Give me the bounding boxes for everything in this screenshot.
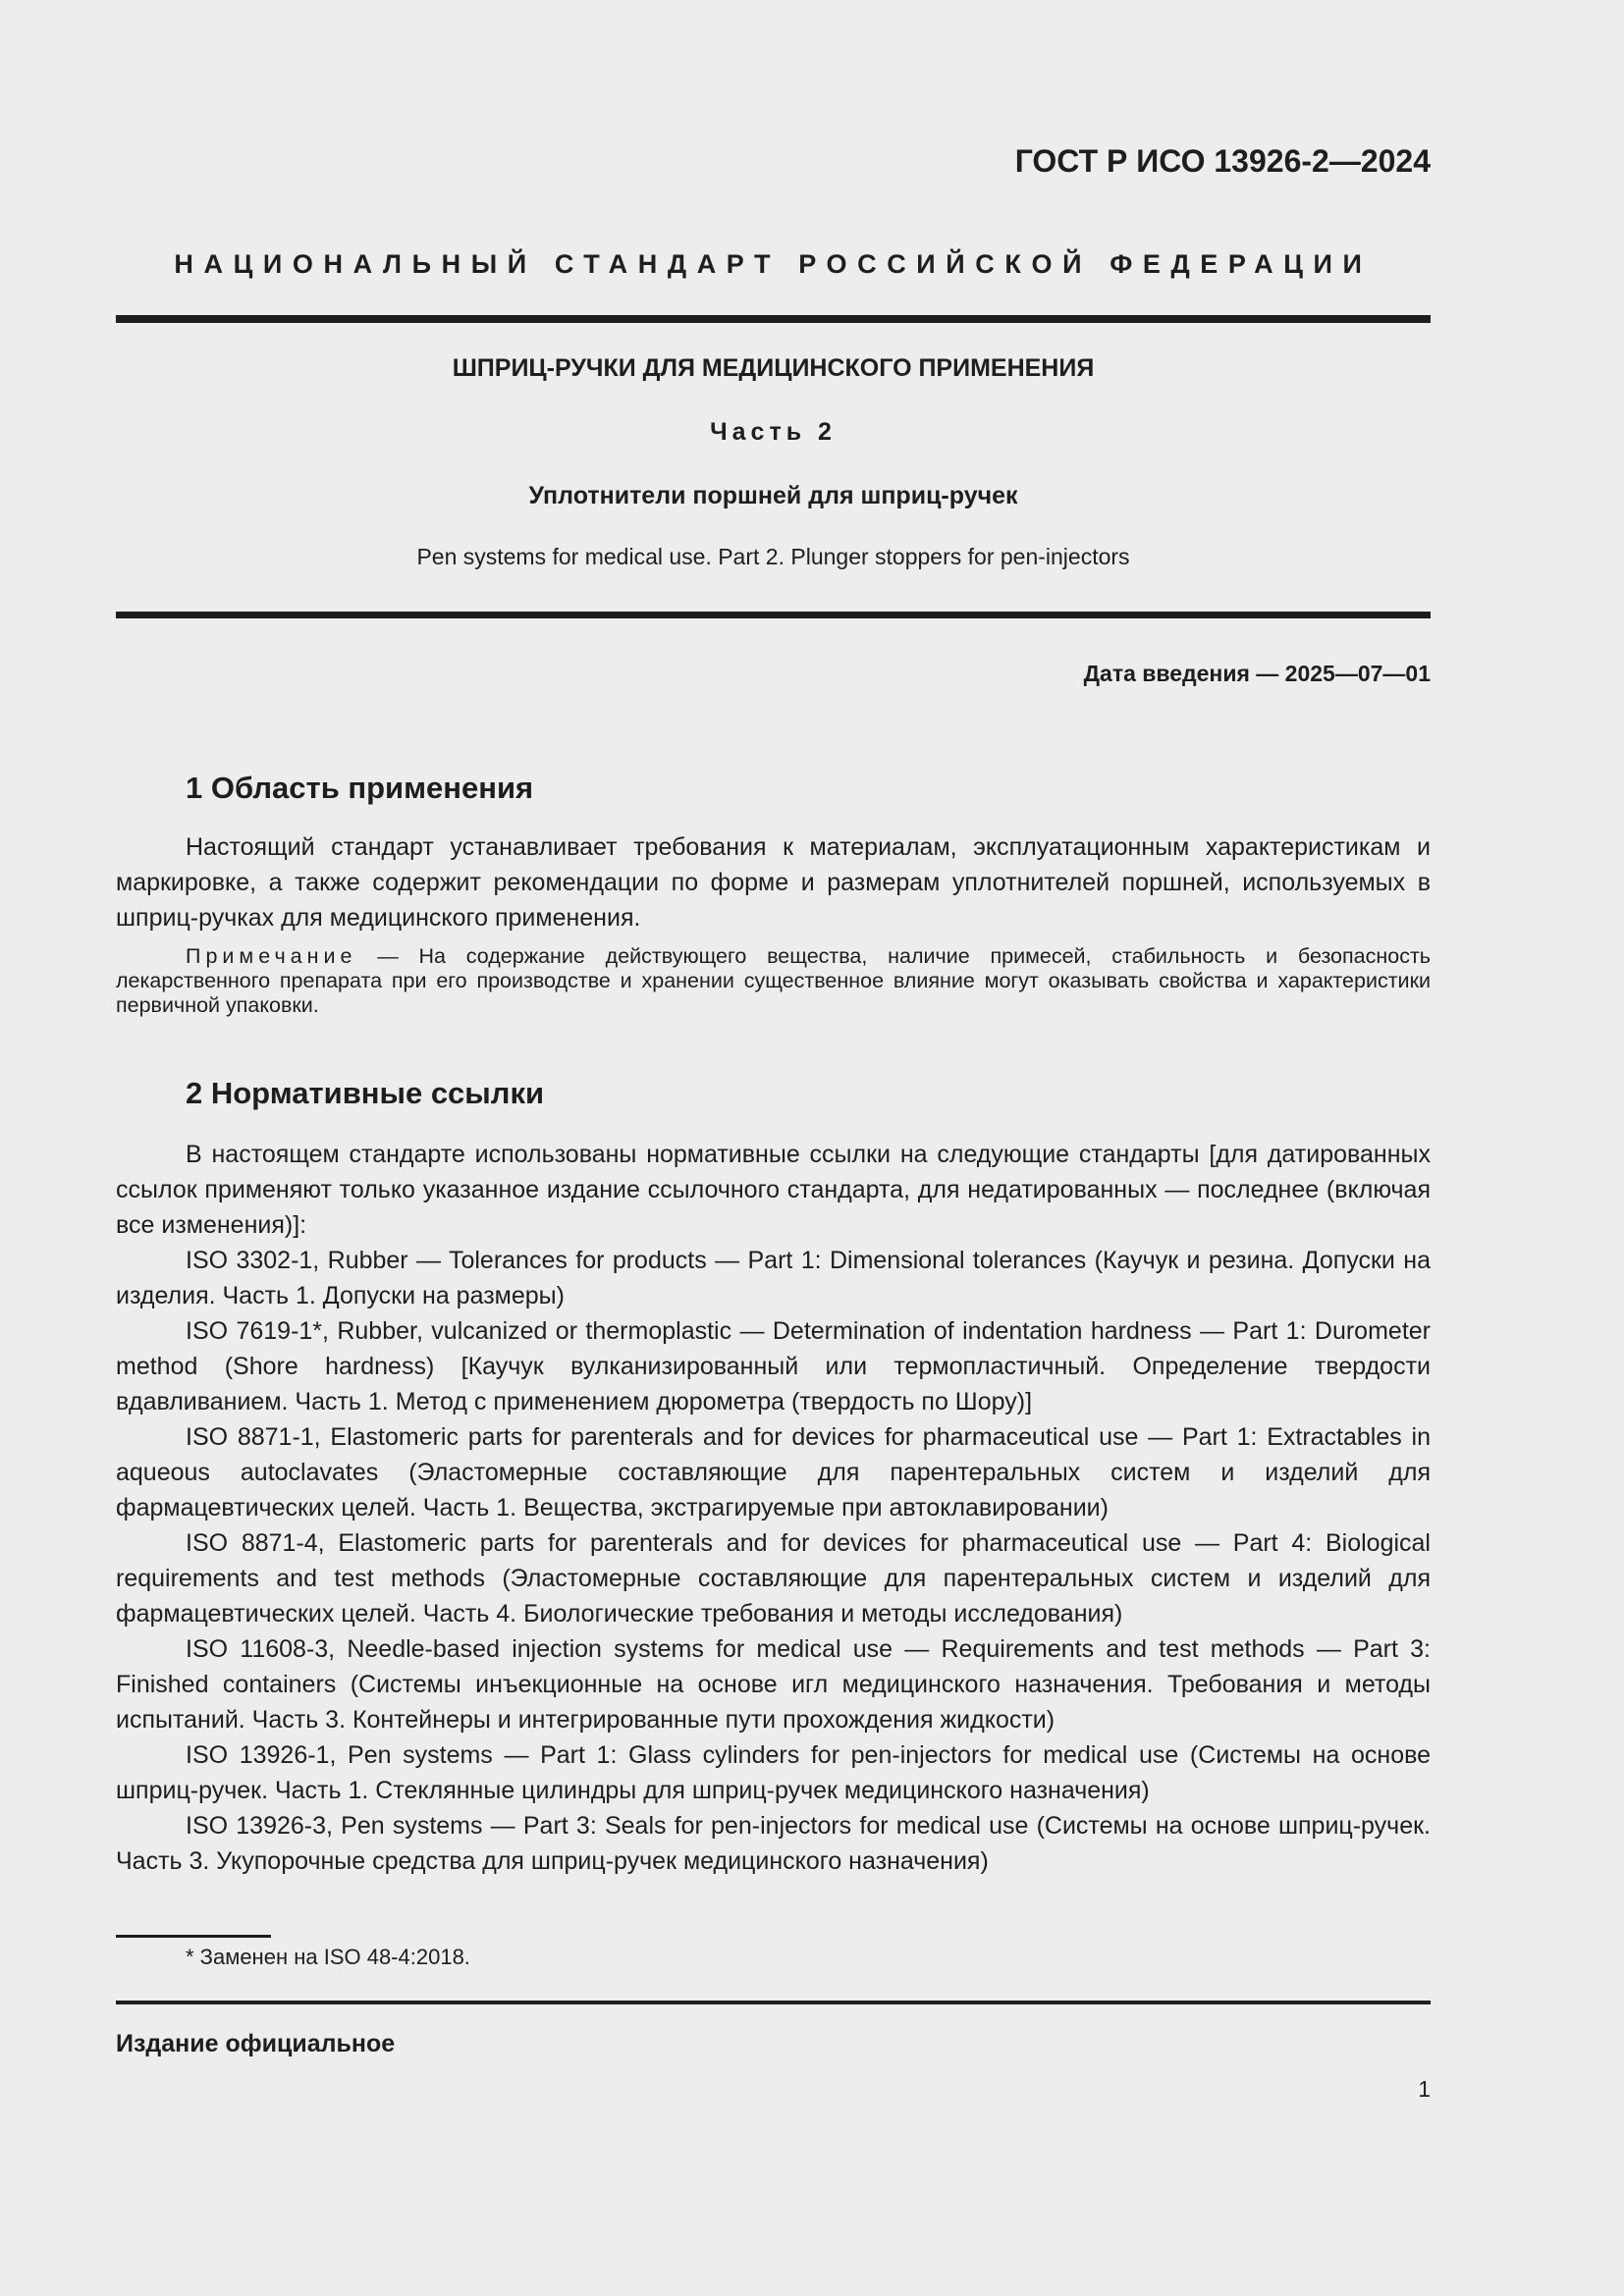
document-title: ШПРИЦ-РУЧКИ ДЛЯ МЕДИЦИНСКОГО ПРИМЕНЕНИЯ [452, 354, 1095, 382]
document-subtitle: Уплотнители поршней для шприц-ручек [528, 482, 1018, 509]
page-number: 1 [1418, 2076, 1431, 2102]
section-heading: 1 Область применения [186, 771, 534, 805]
reference-item: ISO 8871-1, Elastomeric parts for parenterals and for devices for pharmaceutical use — Part 1: Extractables in aqueous autoclavates (Эластомерные составляющие для парентеральных систем и изделий для фармацевтических целей. Часть 1. Вещества, экстрагируемые при автоклавировании) [116, 1423, 1431, 1522]
edition-label: Издание официальное [116, 2030, 396, 2057]
english-title: Pen systems for medical use. Part 2. Plunger stoppers for pen-injectors [416, 544, 1130, 569]
reference-item: ISO 11608-3, Needle-based injection systems for medical use — Requirements and test methods — Part 3: Finished containers (Системы инъекционные на основе игл медицинского назначения. Требования и методы испытаний. Часть 3. Контейнеры и интегрированные пути прохождения жидкости) [116, 1635, 1431, 1734]
reference-item: ISO 8871-4, Elastomeric parts for parenterals and for devices for pharmaceutical use — Part 4: Biological requirements and test methods (Эластомерные составляющие для парентеральных систем и изделий для фармацевтических целей. Часть 4. Биологические требования и методы исследования) [116, 1529, 1431, 1628]
header-rule [116, 315, 1431, 323]
footnote: * Заменен на ISO 48-4:2018. [186, 1945, 470, 1969]
reference-item: ISO 7619-1*, Rubber, vulcanized or thermoplastic — Determination of indentation hardness — Part 1: Durometer method (Shore hardness) [Каучук вулканизированный или термопластичный. Определение твердости вдавливанием. Часть 1. Метод с применением дюрометра (твердость по Шору)] [116, 1317, 1431, 1415]
note-label: Примечание [186, 944, 357, 968]
part-label: Часть 2 [710, 418, 837, 446]
introduction-date: Дата введения — 2025—07—01 [1083, 661, 1431, 686]
footer-rule [116, 2001, 1431, 2004]
note-paragraph [116, 944, 1431, 1018]
paragraph: В настоящем стандарте использованы нормативные ссылки на следующие стандарты [для датированных ссылок применяют только указанное издание ссылочного стандарта, для недатированных — последнее (включая все изменения)]: [116, 1141, 1431, 1239]
paragraph: Настоящий стандарт устанавливает требования к материалам, эксплуатационным характеристикам и маркировке, а также содержит рекомендации по форме и размерам уплотнителей поршней, используемых в шприц-ручках для медицинского применения. [116, 833, 1431, 932]
reference-item: ISO 3302-1, Rubber — Tolerances for products — Part 1: Dimensional tolerances (Каучук и резина. Допуски на изделия. Часть 1. Допуски на размеры) [116, 1247, 1431, 1309]
title-rule [116, 612, 1431, 618]
footnote-rule [116, 1935, 271, 1938]
reference-item: ISO 13926-3, Pen systems — Part 3: Seals for pen-injectors for medical use (Системы на основе шприц-ручек. Часть 3. Укупорочные средства для шприц-ручек медицинского назначения) [116, 1812, 1431, 1875]
reference-item: ISO 13926-1, Pen systems — Part 1: Glass cylinders for pen-injectors for medical use (Системы на основе шприц-ручек. Часть 1. Стеклянные цилиндры для шприц-ручек медицинского назначения) [116, 1741, 1431, 1804]
national-standard-banner: НАЦИОНАЛЬНЫЙ СТАНДАРТ РОССИЙСКОЙ ФЕДЕРАЦИИ [174, 249, 1373, 279]
section-heading: 2 Нормативные ссылки [186, 1076, 545, 1110]
section-body [116, 1137, 1431, 1879]
note-text: — На содержание действующего вещества, наличие примесей, стабильность и безопасность лекарственного препарата при его производстве и хранении существенное влияние могут оказывать свойства и характеристики первичной упаковки. [116, 944, 1431, 1017]
document-number: ГОСТ Р ИСО 13926-2—2024 [1014, 143, 1431, 179]
section-body [116, 829, 1431, 935]
note [116, 944, 1431, 1018]
